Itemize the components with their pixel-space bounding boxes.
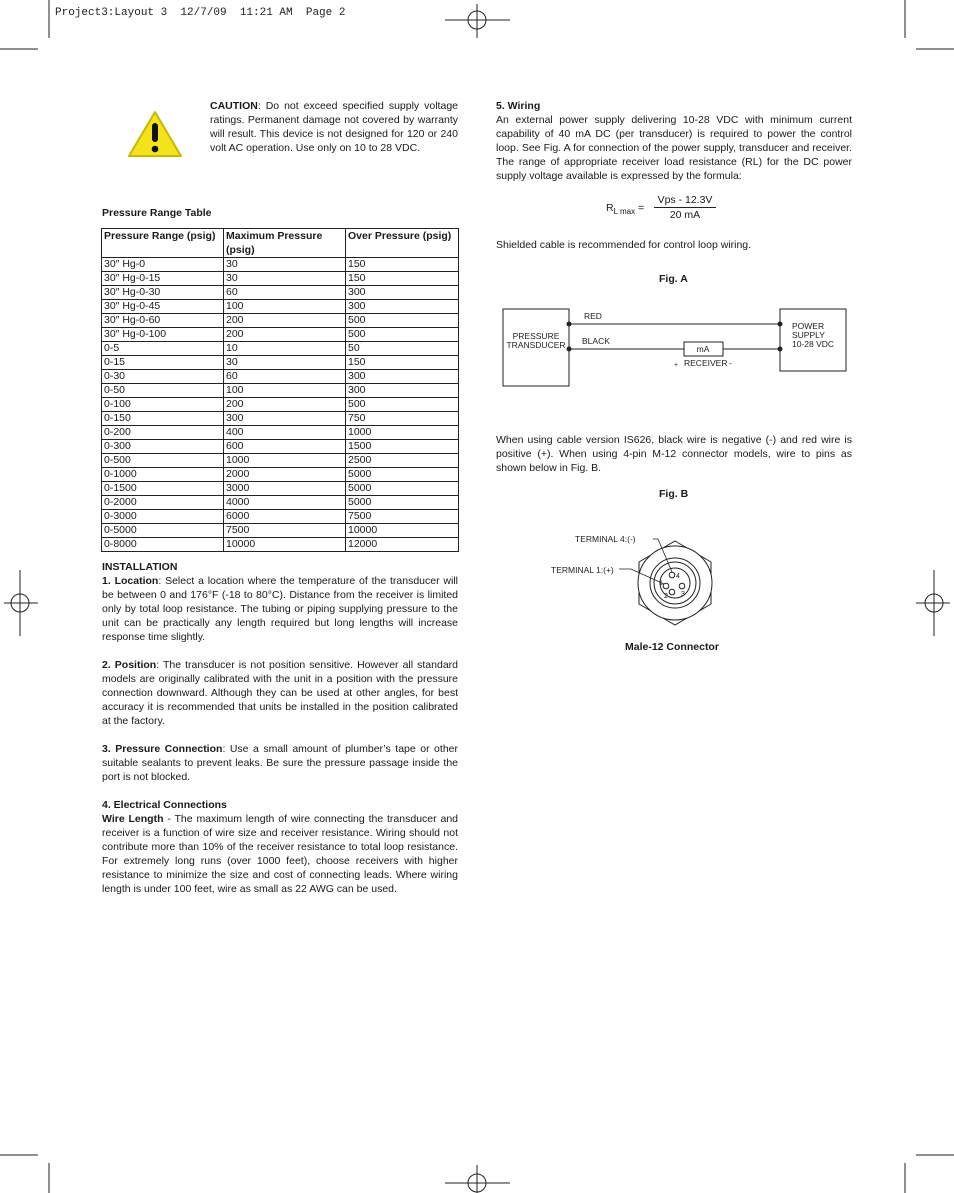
table-cell: 500 <box>346 398 459 412</box>
power-supply-label-3: 10-28 VDC <box>792 339 835 349</box>
table-cell: 0-150 <box>102 412 224 426</box>
terminal-4-label: TERMINAL 4:(-) <box>575 534 636 544</box>
table-cell: 3000 <box>224 482 346 496</box>
table-row <box>102 342 459 356</box>
fig-a-wiring-diagram <box>500 305 852 390</box>
pin-2-label: 2 <box>664 593 668 600</box>
table-cell: 200 <box>224 398 346 412</box>
table-cell: 0-50 <box>102 384 224 398</box>
table-row <box>102 510 459 524</box>
electrical-heading: 4. Electrical Connections <box>102 799 227 811</box>
column-header: Over Pressure (psig) <box>346 229 459 258</box>
table-cell: 6000 <box>224 510 346 524</box>
table-cell: 150 <box>346 272 459 286</box>
table-cell: 5000 <box>346 496 459 510</box>
pressure-table-title: Pressure Range Table <box>102 207 212 219</box>
pin-3 <box>679 583 685 589</box>
table-cell: 100 <box>224 300 346 314</box>
table-cell: 5000 <box>346 482 459 496</box>
table-cell: 30″ Hg-0-15 <box>102 272 224 286</box>
receiver-label: RECEIVER <box>684 358 728 368</box>
pin-2 <box>669 589 675 595</box>
fig-b-connector-diagram <box>545 528 725 640</box>
table-row <box>102 468 459 482</box>
table-cell: 0-8000 <box>102 538 224 552</box>
table-cell: 0-15 <box>102 356 224 370</box>
table-cell: 50 <box>346 342 459 356</box>
caution-body: : Do not exceed specified supply voltage ratings. Permanent damage not covered by warranty will result. This device is not designed for 120 or 240 volt AC operation. Use only on 10 to 28 VDC. <box>210 100 458 154</box>
receiver-minus-sign: - <box>729 358 732 368</box>
cable-note: When using cable version IS626, black wire is negative (-) and red wire is positive (+). When using 4-pin M-12 connector models, wire to pins as shown below in Fig. B. <box>496 434 852 474</box>
table-row <box>102 272 459 286</box>
table-cell: 30″ Hg-0-60 <box>102 314 224 328</box>
column-header: Pressure Range (psig) <box>102 229 224 258</box>
registration-mark-icon <box>445 4 510 38</box>
table-cell: 0-1000 <box>102 468 224 482</box>
power-supply-label-2: SUPPLY <box>792 330 825 340</box>
receiver-plus-sign: + <box>674 362 679 369</box>
table-cell: 300 <box>346 384 459 398</box>
table-row <box>102 286 459 300</box>
pin-1-label: 1 <box>659 580 663 587</box>
registration-mark-icon <box>916 570 950 636</box>
column-header: Maximum Pressure (psig) <box>224 229 346 258</box>
table-row <box>102 370 459 384</box>
table-cell: 7500 <box>346 510 459 524</box>
table-cell: 30″ Hg-0-30 <box>102 286 224 300</box>
table-cell: 10 <box>224 342 346 356</box>
table-row <box>102 524 459 538</box>
fig-a-title: Fig. A <box>659 273 688 285</box>
table-cell: 30 <box>224 258 346 272</box>
table-cell: 2000 <box>224 468 346 482</box>
position-paragraph <box>102 658 458 728</box>
caution-text <box>210 99 458 155</box>
table-cell: 750 <box>346 412 459 426</box>
formula-denominator: 20 mA <box>669 209 701 221</box>
table-cell: 600 <box>224 440 346 454</box>
table-cell: 1000 <box>346 426 459 440</box>
table-cell: 0-1500 <box>102 482 224 496</box>
pressure-connection-text: : Use a small amount of plumber’s tape or other suitable sealants to prevent leaks. Be sure the pressure passage inside the port is not blocked. <box>102 743 458 783</box>
location-paragraph <box>102 574 458 644</box>
table-cell: 1500 <box>346 440 459 454</box>
table-cell: 200 <box>224 328 346 342</box>
table-cell: 30 <box>224 272 346 286</box>
warning-triangle-icon <box>126 109 184 159</box>
table-cell: 0-5000 <box>102 524 224 538</box>
location-text: : Select a location where the temperature of the transducer will be between 0 and 176°F (-18 to 80°C). Distance from the receiver is limited only by total loop resistance. The tubing or piping supplying pressure to the unit can be practically any length required but long lengths will increase response time slightly. <box>102 575 458 643</box>
table-cell: 0-200 <box>102 426 224 440</box>
table-cell: 150 <box>346 356 459 370</box>
table-cell: 0-3000 <box>102 510 224 524</box>
table-cell: 1000 <box>224 454 346 468</box>
table-cell: 300 <box>224 412 346 426</box>
pin-4-label: 4 <box>676 573 680 580</box>
pin-3-label: 3 <box>681 591 685 598</box>
table-cell: 0-300 <box>102 440 224 454</box>
table-cell: 30 <box>224 356 346 370</box>
fig-b-caption: Male-12 Connector <box>625 641 719 653</box>
table-cell: 30″ Hg-0-45 <box>102 300 224 314</box>
registration-mark-icon <box>445 1165 510 1193</box>
table-cell: 0-500 <box>102 454 224 468</box>
table-cell: 0-2000 <box>102 496 224 510</box>
caution-label: CAUTION <box>210 100 258 112</box>
black-wire-label: BLACK <box>582 336 610 346</box>
transducer-label-2: TRANSDUCER <box>506 340 566 350</box>
table-row <box>102 398 459 412</box>
table-cell: 60 <box>224 286 346 300</box>
wire-length-label: Wire Length <box>102 813 164 825</box>
position-text: : The transducer is not position sensitive. However all standard models are originally calibrated with the unit in a position with the pressure connection downward. Although they can be used at other angles, for best accuracy it is recommended that units be installed in the position calibrated at the factory. <box>102 659 458 727</box>
table-row <box>102 496 459 510</box>
print-slug: Project3:Layout 3 12/7/09 11:21 AM Page 2 <box>55 7 346 19</box>
table-cell: 5000 <box>346 468 459 482</box>
position-label: 2. Position <box>102 659 157 671</box>
table-cell: 500 <box>346 314 459 328</box>
formula-numerator: Vps - 12.3V <box>654 193 716 208</box>
table-row <box>102 384 459 398</box>
terminal-1-label: TERMINAL 1:(+) <box>551 565 614 575</box>
table-cell: 300 <box>346 286 459 300</box>
table-cell: 60 <box>224 370 346 384</box>
table-body <box>102 258 459 552</box>
table-row <box>102 454 459 468</box>
table-cell: 0-30 <box>102 370 224 384</box>
table-row <box>102 258 459 272</box>
wire-length-paragraph <box>102 812 458 896</box>
table-cell: 10000 <box>346 524 459 538</box>
table-row <box>102 314 459 328</box>
table-cell: 300 <box>346 300 459 314</box>
red-wire-label: RED <box>584 311 602 321</box>
installation-heading: INSTALLATION <box>102 561 178 573</box>
table-row <box>102 328 459 342</box>
table-cell: 0-5 <box>102 342 224 356</box>
table-cell: 2500 <box>346 454 459 468</box>
formula-lhs: $R_{L max}$ = <box>606 202 645 217</box>
table-cell: 4000 <box>224 496 346 510</box>
wiring-heading: 5. Wiring <box>496 100 541 112</box>
table-cell: 0-100 <box>102 398 224 412</box>
registration-mark-icon <box>4 570 38 636</box>
table-cell: 150 <box>346 258 459 272</box>
receiver-unit-label: mA <box>696 344 710 354</box>
wire-length-text: - The maximum length of wire connecting the transducer and receiver is a function of wire size and receiver resistance. Wiring should not contribute more than 10% of the receiver resistance to total loop resistance. For extremely long runs (over 1000 feet), choose receivers with higher resistance to minimize the size and cost of connecting leads. Where wiring length is under 100 feet, wire as small as 22 AWG can be used. <box>102 813 458 895</box>
table-cell: 500 <box>346 328 459 342</box>
table-row <box>102 482 459 496</box>
table-cell: 7500 <box>224 524 346 538</box>
table-cell: 300 <box>346 370 459 384</box>
table-cell: 30″ Hg-0 <box>102 258 224 272</box>
table-row <box>102 356 459 370</box>
table-row <box>102 300 459 314</box>
table-cell: 100 <box>224 384 346 398</box>
table-cell: 200 <box>224 314 346 328</box>
shielded-note: Shielded cable is recommended for control loop wiring. <box>496 239 752 251</box>
wiring-text: An external power supply delivering 10-28 VDC with minimum current capability of 40 mA DC (per transducer) is required to power the control loop. See Fig. A for connection of the power supply, transducer and receiver. The range of appropriate receiver load resistance (RL) for the DC power supply voltage available is expressed by the formula: <box>496 114 852 182</box>
table-cell: 10000 <box>224 538 346 552</box>
pin-1 <box>663 583 669 589</box>
pressure-range-table <box>101 228 459 552</box>
fig-b-title: Fig. B <box>659 488 689 500</box>
table-cell: 30″ Hg-0-100 <box>102 328 224 342</box>
table-row <box>102 426 459 440</box>
installation-section <box>102 560 458 896</box>
table-row <box>102 440 459 454</box>
pressure-connection-label: 3. Pressure Connection <box>102 743 223 755</box>
wiring-section <box>496 99 852 183</box>
table-cell: 12000 <box>346 538 459 552</box>
table-row <box>102 538 459 552</box>
power-supply-label-1: POWER <box>792 321 825 331</box>
pin-4 <box>669 572 675 578</box>
table-cell: 400 <box>224 426 346 440</box>
location-label: 1. Location <box>102 575 159 587</box>
table-header-row <box>102 229 459 258</box>
pressure-connection-paragraph <box>102 742 458 784</box>
table-row <box>102 412 459 426</box>
transducer-label-1: PRESSURE <box>512 331 560 341</box>
